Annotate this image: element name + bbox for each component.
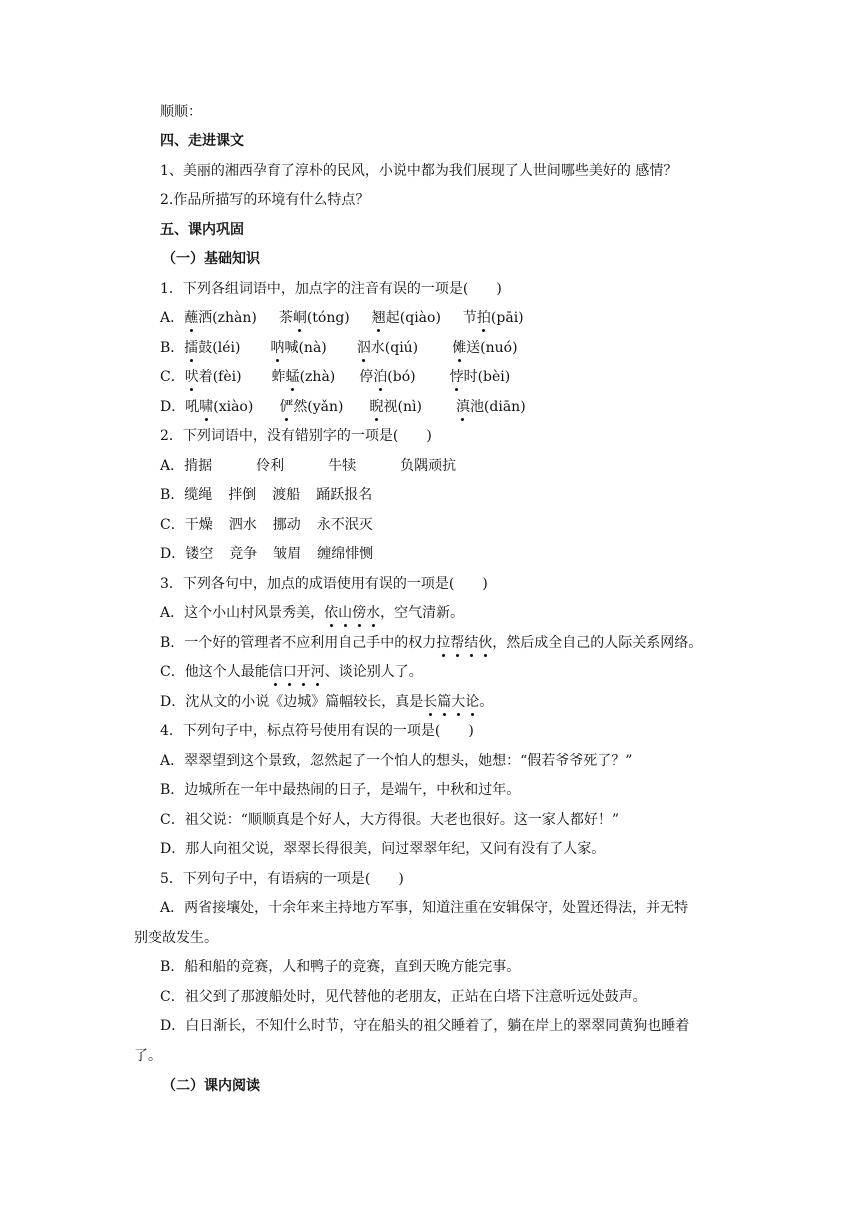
sentence-text: C．他这个人最能 — [160, 664, 269, 680]
word-text: B．缆绳 — [160, 487, 213, 503]
word-text: (bó) — [387, 369, 416, 385]
dotted-char: 论 — [465, 694, 480, 710]
q2-option-a — [160, 456, 456, 476]
word-text: 缠绵悱恻 — [317, 546, 374, 562]
dotted-char: 蜢 — [285, 369, 300, 385]
subsection-heading-basics: （一）基础知识 — [162, 251, 260, 267]
question-line: 2.作品所描写的环境有什么特点？ — [160, 192, 370, 208]
question-4-stem: 4．下列句子中，标点符号使用有误的一项是( ) — [160, 723, 474, 739]
dotted-char: 依 — [324, 605, 339, 621]
dotted-char: 滇 — [455, 399, 470, 415]
q3-option-a — [160, 603, 464, 623]
q5-option-b: B．船和船的竞赛，人和鸭子的竞赛，直到天晚方能完事。 — [160, 959, 521, 975]
dotted-char: 水 — [366, 605, 381, 621]
q5-option-a-cont: 别变故发生。 — [134, 930, 218, 946]
dotted-char: 拉 — [436, 635, 451, 651]
dotted-char: 俨 — [279, 399, 294, 415]
section-heading-4: 四、走进课文 — [160, 133, 244, 149]
word-text: C．干燥 — [160, 517, 213, 533]
option-label: D． — [160, 399, 186, 415]
word-text: 着(fèi) — [198, 369, 242, 385]
option-label: C． — [160, 369, 185, 385]
sentence-text: 。 — [479, 694, 494, 710]
dotted-char: 吠 — [184, 369, 199, 385]
subsection-heading-reading: （二）课内阅读 — [162, 1078, 260, 1094]
q5-option-c: C．祖父到了那渡船处时，见代替他的老朋友，正站在白塔下注意听远处鼓声。 — [160, 989, 647, 1005]
dotted-char: 开 — [296, 664, 311, 680]
dotted-char: 悖 — [449, 369, 464, 385]
q1-option-c — [160, 367, 510, 387]
question-line: 1、美丽的湘西孕育了淳朴的民风，小说中都为我们展现了人世间哪些美好的 感情？ — [160, 163, 678, 179]
dotted-char: 峒 — [292, 310, 307, 326]
text-line: 顺顺： — [160, 104, 202, 120]
word-text: A．掯据 — [160, 458, 213, 474]
dotted-char: 擂 — [184, 340, 199, 356]
word-text: 皱眉 — [273, 546, 302, 562]
sentence-text: A．这个小山村风景秀美， — [160, 605, 325, 621]
q2-option-c — [160, 515, 373, 535]
word-text: 蚱 — [271, 369, 286, 385]
dotted-char: 信 — [268, 664, 283, 680]
word-text: 起(qiào) — [385, 310, 441, 326]
word-text: (zhà) — [299, 369, 336, 385]
dotted-char: 傍 — [352, 605, 367, 621]
word-text: 池(diān) — [469, 399, 526, 415]
question-2-stem: 2．下列词语中，没有错别字的一项是( ) — [160, 428, 432, 444]
dotted-char: 蘸 — [184, 310, 199, 326]
q5-option-d: D．白日渐长，不知什么时节，守在船头的祖父睡着了，躺在岸上的翠翠同黄狗也睡着 — [160, 1018, 690, 1034]
word-text: 水(qiú) — [370, 340, 419, 356]
q1-option-d — [160, 397, 526, 417]
word-text: 伶利 — [256, 458, 285, 474]
dotted-char: 口 — [282, 664, 297, 680]
word-text: 竞争 — [229, 546, 258, 562]
word-text: 牛犊 — [328, 458, 357, 474]
word-text: 拌倒 — [228, 487, 257, 503]
question-5-stem: 5．下列句子中，有语病的一项是( ) — [160, 871, 404, 887]
word-text: 停 — [359, 369, 374, 385]
q3-option-c — [160, 662, 423, 682]
q3-option-b — [160, 633, 702, 653]
dotted-char: 呐 — [270, 340, 285, 356]
word-text: 鼓(léi) — [198, 340, 241, 356]
word-text: 茶 — [278, 310, 293, 326]
dotted-char: 伙 — [478, 635, 493, 651]
word-text: 时(bèi) — [463, 369, 511, 385]
dotted-char: 翘 — [371, 310, 386, 326]
dotted-char: 泊 — [373, 369, 388, 385]
sentence-text: 、谈论别人了。 — [324, 664, 423, 680]
q5-option-a: A．两省接壤处，十余年来主持地方军事，知道注重在安辑保守，处置还得法，并无特 — [160, 900, 689, 916]
word-text: (pāi) — [490, 310, 524, 326]
word-text: 负隅顽抗 — [400, 458, 457, 474]
word-text: 踊跃报名 — [316, 487, 373, 503]
q4-option-a: A．翠翠望到这个景致，忽然起了一个怕人的想头，她想：“假若爷爷死了？” — [160, 753, 633, 769]
dotted-char: 篇 — [437, 694, 452, 710]
word-text: 吼 — [185, 399, 200, 415]
dotted-char: 睨 — [369, 399, 384, 415]
question-1-stem: 1．下列各组词语中，加点字的注音有误的一项是( ) — [160, 281, 502, 297]
sentence-text: D．沈从文的小说《边城》篇幅较长，真是 — [160, 694, 424, 710]
word-text: 节 — [462, 310, 477, 326]
sentence-text: ，然后成全自己的人际关系网络。 — [492, 635, 703, 651]
word-text: (tóng) — [306, 310, 350, 326]
dotted-char: 泅 — [356, 340, 371, 356]
dotted-char: 啸 — [199, 399, 214, 415]
dotted-char: 山 — [338, 605, 353, 621]
dotted-char: 大 — [451, 694, 466, 710]
q1-option-a — [160, 308, 524, 328]
section-heading-5: 五、课内巩固 — [160, 222, 244, 238]
dotted-char: 结 — [464, 635, 479, 651]
option-label: A． — [160, 310, 185, 326]
sentence-text: ，空气清新。 — [380, 605, 465, 621]
question-3-stem: 3．下列各句中，加点的成语使用有误的一项是( ) — [160, 576, 488, 592]
word-text: 永不泯灭 — [316, 517, 373, 533]
dotted-char: 拍 — [476, 310, 491, 326]
q2-option-b — [160, 485, 372, 505]
word-text: 挪动 — [272, 517, 301, 533]
q2-option-d — [160, 544, 373, 564]
word-text: 送(nuó) — [466, 340, 518, 356]
q5-option-d-cont: 了。 — [134, 1048, 162, 1064]
word-text: (xiào) — [213, 399, 254, 415]
q4-option-d: D．那人向祖父说，翠翠长得很美，问过翠翠年纪，又问有没有了人家。 — [160, 841, 606, 857]
dotted-char: 长 — [423, 694, 438, 710]
sentence-text: B．一个好的管理者不应利用自己手中的权力 — [160, 635, 437, 651]
dotted-char: 帮 — [450, 635, 465, 651]
word-text: 视(nì) — [383, 399, 422, 415]
word-text: D．镂空 — [160, 546, 214, 562]
q3-option-d — [160, 692, 493, 712]
option-label: B． — [160, 340, 185, 356]
q4-option-b: B．边城所在一年中最热闹的日子，是端午，中秋和过年。 — [160, 782, 521, 798]
word-text: 然(yǎn) — [293, 399, 344, 415]
q4-option-c: C．祖父说：“顺顺真是个好人，大方得很。大老也很好。这一家人都好！” — [160, 812, 620, 828]
word-text: 洒(zhàn) — [198, 310, 257, 326]
dotted-char: 河 — [310, 664, 325, 680]
word-text: 泗水 — [228, 517, 257, 533]
word-text: 渡船 — [272, 487, 301, 503]
word-text: 喊(nà) — [284, 340, 327, 356]
dotted-char: 傩 — [452, 340, 467, 356]
q1-option-b — [160, 338, 518, 358]
